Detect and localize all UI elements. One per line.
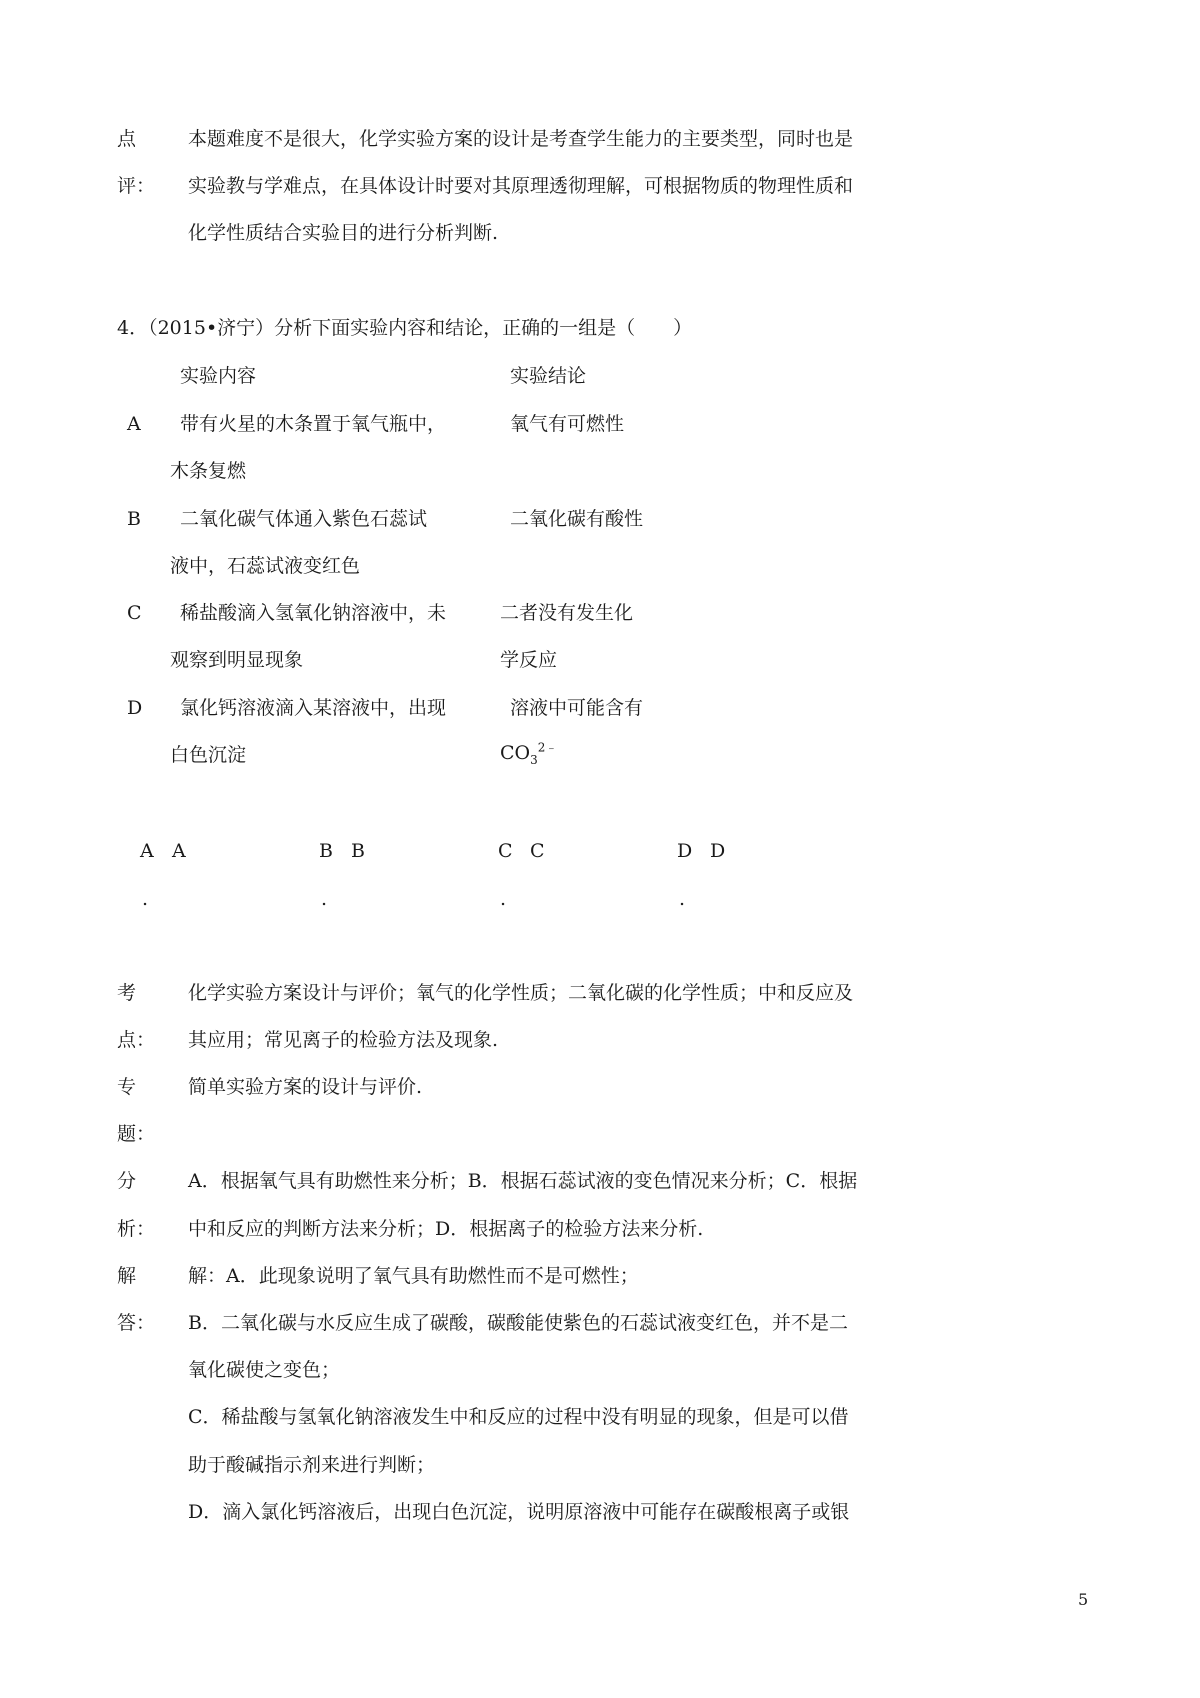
kaodian-label-1: 考: [117, 982, 137, 1004]
fenxi-line: A．根据氧气具有助燃性来分析；B．根据石蕊试液的变色情况来分析；C．根据: [188, 1170, 858, 1192]
jieda-line: C．稀盐酸与氢氧化钠溶液发生中和反应的过程中没有明显的现象，但是可以借: [188, 1406, 849, 1428]
table-header-conclusion: 实验结论: [510, 365, 587, 387]
table-row-content: 二氧化碳气体通入紫色石蕊试: [180, 508, 428, 530]
jieda-line: 解：A．此现象说明了氧气具有助燃性而不是可燃性；: [188, 1265, 639, 1287]
jieda-label-2: 答：: [117, 1312, 156, 1334]
table-row-content: 白色沉淀: [170, 744, 247, 766]
option-a-letter[interactable]: A: [140, 840, 154, 862]
table-row-conclusion: 二者没有发生化: [500, 602, 634, 624]
table-row-letter: B: [127, 508, 141, 530]
comment-line: 实验教与学难点，在具体设计时要对其原理透彻理解，可根据物质的物理性质和: [188, 175, 854, 197]
option-c-letter[interactable]: C: [498, 840, 513, 862]
option-b-text[interactable]: B: [351, 840, 365, 862]
fenxi-line: 中和反应的判断方法来分析；D．根据离子的检验方法来分析.: [188, 1218, 704, 1240]
question-stem: 4．（2015•济宁）分析下面实验内容和结论，正确的一组是（ ）: [117, 317, 693, 339]
option-a-text[interactable]: A: [172, 840, 186, 862]
jieda-line: B．二氧化碳与水反应生成了碳酸，碳酸能使紫色的石蕊试液变红色，并不是二: [188, 1312, 848, 1334]
table-row-content: 稀盐酸滴入氢氧化钠溶液中，未: [180, 602, 447, 624]
jieda-line: D．滴入氯化钙溶液后，出现白色沉淀，说明原溶液中可能存在碳酸根离子或银: [188, 1501, 850, 1523]
table-row-content: 木条复燃: [170, 460, 247, 482]
option-d-text[interactable]: D: [710, 840, 726, 862]
option-b-letter[interactable]: B: [319, 840, 333, 862]
table-row-conclusion: 学反应: [500, 649, 558, 671]
fenxi-label-2: 析：: [117, 1218, 156, 1240]
table-row-letter: A: [127, 413, 141, 435]
table-row-content: 带有火星的木条置于氧气瓶中，: [180, 413, 447, 435]
zhuanti-label-2: 题：: [117, 1123, 156, 1145]
table-row-letter: C: [127, 602, 142, 624]
option-d-letter[interactable]: D: [677, 840, 693, 862]
zhuanti-label-1: 专: [117, 1076, 137, 1098]
comment-label-2: 评：: [117, 175, 156, 197]
formula-base: CO: [500, 742, 531, 764]
kaodian-label-2: 点：: [117, 1029, 156, 1051]
jieda-line: 氧化碳使之变色；: [188, 1359, 341, 1381]
jieda-line: 助于酸碱指示剂来进行判断；: [188, 1454, 436, 1476]
table-header-content: 实验内容: [180, 365, 257, 387]
comment-line: 本题难度不是很大，化学实验方案的设计是考查学生能力的主要类型，同时也是: [188, 128, 854, 150]
option-d-dot: .: [679, 888, 686, 910]
table-row-conclusion: 氧气有可燃性: [510, 413, 625, 435]
jieda-label-1: 解: [117, 1265, 137, 1287]
zhuanti-line: 简单实验方案的设计与评价.: [188, 1076, 423, 1098]
comment-line: 化学性质结合实验目的进行分析判断.: [188, 222, 499, 244]
option-c-text[interactable]: C: [530, 840, 545, 862]
carbonate-formula: [500, 740, 558, 767]
table-row-letter: D: [127, 697, 143, 719]
table-row-content: 观察到明显现象: [170, 649, 304, 671]
kaodian-line: 化学实验方案设计与评价；氧气的化学性质；二氧化碳的化学性质；中和反应及: [188, 982, 854, 1004]
fenxi-label-1: 分: [117, 1170, 137, 1192]
option-c-dot: .: [500, 888, 507, 910]
option-b-dot: .: [321, 888, 328, 910]
kaodian-line: 其应用；常见离子的检验方法及现象.: [188, 1029, 499, 1051]
page-number: 5: [1078, 1590, 1089, 1609]
table-row-content: 氯化钙溶液滴入某溶液中，出现: [180, 697, 447, 719]
table-row-conclusion: 二氧化碳有酸性: [510, 508, 644, 530]
option-a-dot: .: [142, 888, 149, 910]
table-row-content: 液中，石蕊试液变红色: [170, 555, 361, 577]
formula-subscript: 3: [530, 752, 538, 767]
comment-label-1: 点: [117, 128, 137, 150]
table-row-conclusion: 溶液中可能含有: [510, 697, 644, 719]
formula-superscript: 2﹣: [537, 740, 558, 755]
